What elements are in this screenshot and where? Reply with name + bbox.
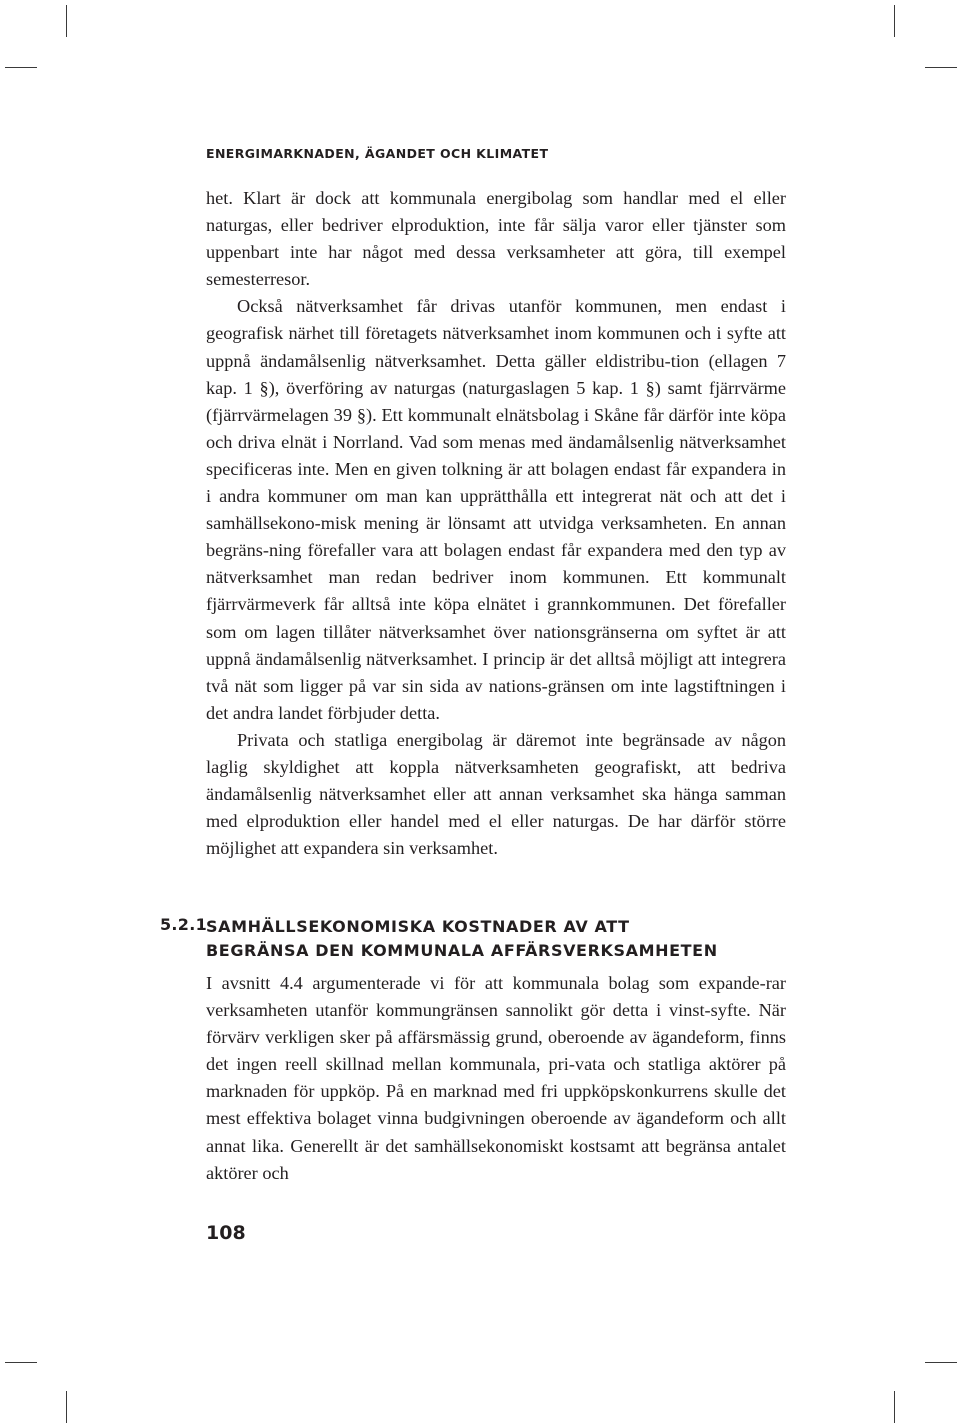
paragraph: Privata och statliga energibolag är däremot inte begränsade av någon laglig skyldighet att koppla nätverksamheten geografiskt, att bedriva ändamålsenlig nätverksamhet eller att annan verksamhet ska hänga samman med elproduktion eller handel med el eller naturgas. De har därför större möjlighet att expandera sin verksamhet. (206, 729, 786, 859)
crop-mark-bottom-left-horizontal (5, 1362, 37, 1363)
section-number: 5.2.1 (160, 915, 208, 934)
crop-mark-bottom-right-horizontal (925, 1362, 957, 1363)
section-title-line: SAMHÄLLSEKONOMISKA KOSTNADER AV ATT (206, 917, 630, 936)
crop-mark-bottom-left-vertical (66, 1391, 67, 1423)
crop-mark-top-left-vertical (66, 5, 67, 37)
section-title-line: BEGRÄNSA DEN KOMMUNALA AFFÄRSVERKSAMHETEN (206, 941, 718, 960)
paragraph: I avsnitt 4.4 argumenterade vi för att kommunala bolag som expande-rar verksamheten utanför kommungränsen sannolikt gör detta i vinst-syfte. När förvärv verkligen sker på affärsmässig grund, oberoende av ägandeform, finns det ingen reell skillnad mellan kommunala, pri-vata och statliga aktörer på marknaden för uppköp. På en marknad med fri uppköpskonkurrens skulle det mest effektiva bolaget vinna budgivningen oberoende av ägandeform och allt annat lika. Generellt är det samhällsekonomiskt kostsamt att begränsa antalet aktörer och (206, 973, 786, 1183)
paragraph: Också nätverksamhet får drivas utanför kommunen, men endast i geografisk närhet till företagets nätverksamhet inom kommunen och i syfte att uppnå ändamålsenlig nätverksamhet. Detta gäller eldistribu-tion (ellagen 7 kap. 1 §), överföring av naturgas (naturgaslagen 5 kap. 1 §) samt fjärrvärme (fjärrvärmelagen 39 §). Ett kommunalt elnätsbolag i Skåne får därför inte köpa och driva elnät i Norrland. Vad som menas med ändamålsenlig nätverksamhet specificeras inte. Men en given tolkning är att bolagen endast får expandera in i andra kommuner om man kan upprätthålla ett integrerat nät och att det i samhällsekono-misk mening är lönsamt att utvidga verksamheten. En annan begräns-ning förefaller vara att bolagen endast får expandera med den typ av nätverksamhet man redan bedriver inom kommunen. Ett kommunalt fjärrvärmeverk får alltså inte köpa elnätet i grannkommunen. Det förefaller som om lagen tillåter nätverksamhet över nationsgränserna om syftet är att uppnå ändamålsenlig nätverksamhet. I princip är det alltså möjligt att integrera två nät som ligger på var sin sida av nations-gränsen om inte lagstiftningen i det andra landet förbjuder detta. (206, 296, 786, 723)
crop-mark-top-right-vertical (894, 5, 895, 37)
crop-mark-top-right-horizontal (925, 67, 957, 68)
body-text-top (206, 185, 786, 862)
crop-mark-top-left-horizontal (5, 67, 37, 68)
running-head: ENERGIMARKNADEN, ÄGANDET OCH KLIMATET (206, 146, 549, 161)
crop-mark-bottom-right-vertical (894, 1391, 895, 1423)
section-title (206, 915, 786, 963)
paragraph: het. Klart är dock att kommunala energibolag som handlar med el eller naturgas, eller bedriver elproduktion, inte får sälja varor eller tjänster som uppenbart inte har något med dessa verksamheter att göra, till exempel semesterresor. (206, 188, 786, 290)
page-number: 108 (206, 1222, 246, 1244)
body-text-section (206, 970, 786, 1187)
